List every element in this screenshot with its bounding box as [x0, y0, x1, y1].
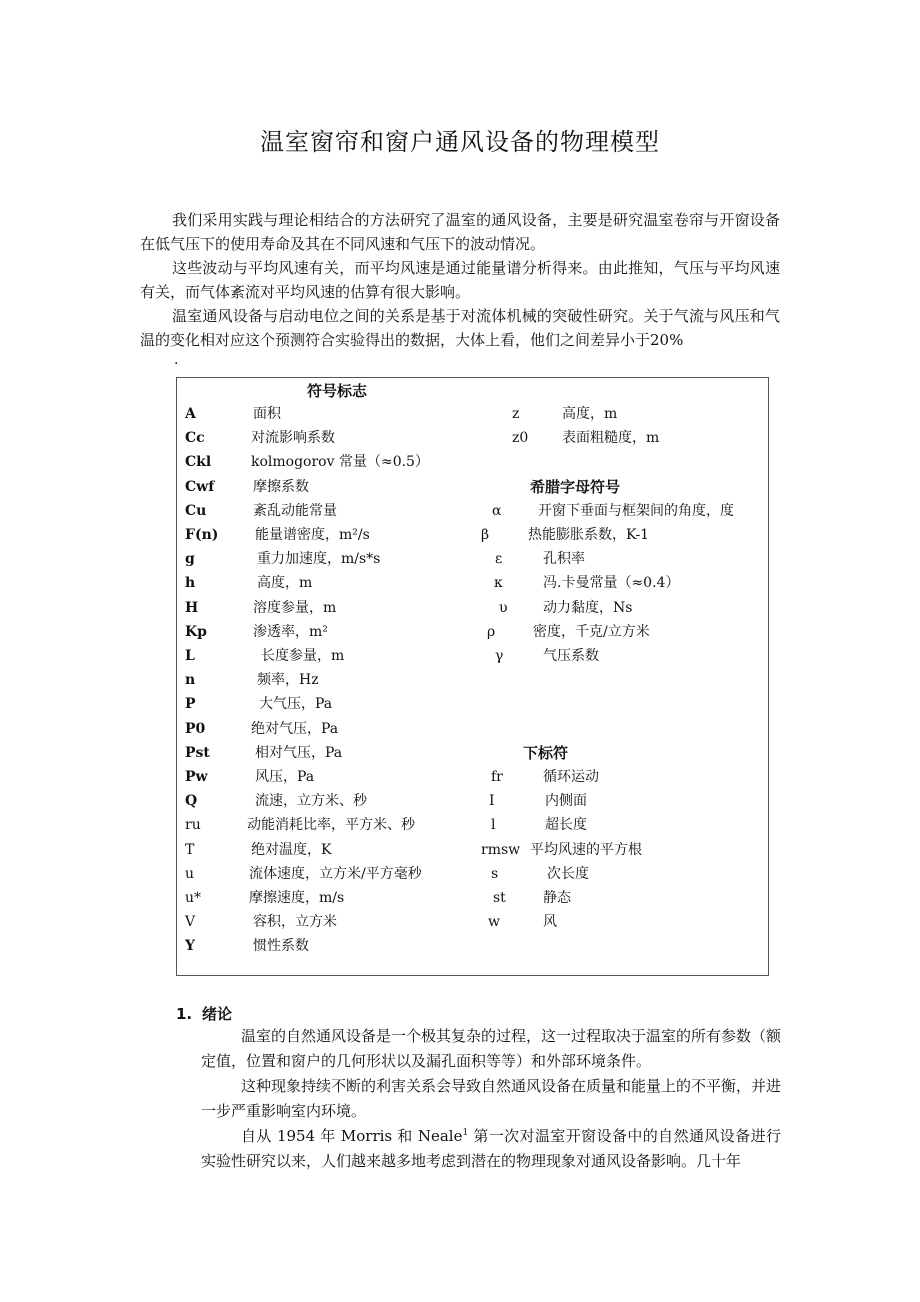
symbol-description: 面积 [253, 406, 281, 422]
symbol-description: 动力黏度，Ns [543, 599, 633, 616]
symbol-key: z [512, 406, 520, 422]
symbol-description: 摩擦速度，m/s [249, 890, 345, 906]
symbol-key: Pst [185, 744, 210, 761]
symbol-key: A [185, 406, 196, 422]
section-paragraph: 这种现象持续不断的利害关系会导致自然通风设备在质量和能量上的不平衡，并进一步严重影响室内环境。 [201, 1077, 782, 1120]
symbol-key: κ [494, 575, 503, 592]
document-title: 温室窗帘和窗户通风设备的物理模型 [260, 128, 660, 156]
symbol-description: 渗透率，m² [253, 623, 328, 640]
symbol-key: st [493, 890, 506, 906]
symbol-key: Cc [185, 430, 205, 447]
symbol-description: 孔积率 [543, 551, 585, 568]
symbol-key: T [185, 841, 195, 858]
section-body [201, 1024, 781, 1174]
symbol-description: 次长度 [547, 865, 589, 882]
symbol-key: H [185, 599, 199, 616]
symbol-description: kolmogorov 常量（≈0.5） [251, 454, 429, 471]
symbol-key: ru [185, 817, 201, 834]
symbol-description: 长度参量，m [261, 648, 345, 664]
symbol-description: 平均风速的平方根 [530, 841, 642, 858]
symbol-description: 风 [543, 914, 557, 931]
symbol-key: s [491, 865, 499, 882]
symbol-key: Y [185, 938, 195, 955]
trailing-dot: . [174, 352, 179, 368]
symbol-key: F(n) [185, 527, 219, 543]
symbol-description: 静态 [543, 890, 571, 906]
symbol-key: P [185, 696, 196, 713]
subscript-heading: 下标符 [523, 744, 569, 762]
symbol-key: n [185, 672, 196, 689]
symbol-key: g [185, 551, 195, 568]
symbol-description: 绝对温度，K [251, 841, 332, 858]
symbol-key: fr [491, 769, 503, 785]
section-title: 绪论 [202, 1005, 233, 1023]
section-paragraph: 温室的自然通风设备是一个极其复杂的过程，这一过程取决于温室的所有参数（额定值，位置和窗户的几何形状以及漏孔面积等等）和外部环境条件。 [201, 1027, 782, 1070]
intro-section [140, 208, 780, 352]
symbol-key: Cwf [185, 478, 215, 495]
symbols-heading: 符号标志 [307, 382, 368, 400]
symbol-description: 风压，Pa [255, 769, 315, 785]
symbol-description: 容积，立方米 [253, 914, 337, 931]
symbol-key: ρ [487, 623, 496, 640]
symbol-description: 高度，m [562, 406, 618, 422]
symbol-key: u* [185, 890, 202, 906]
intro-paragraph: 温室通风设备与启动电位之间的关系是基于对流体机械的突破性研究。关于气流与风压和气温的变化相对应这个预测符合实验得出的数据，大体上看，他们之间差异小于20% [140, 307, 780, 349]
symbol-key: l [491, 817, 496, 834]
intro-paragraph: 我们采用实践与理论相结合的方法研究了温室的通风设备，主要是研究温室卷帘与开窗设备在低气压下的使用寿命及其在不同风速和气压下的波动情况。 [140, 211, 780, 253]
symbol-key: P0 [185, 720, 206, 737]
symbol-description: 高度，m [257, 575, 313, 592]
symbol-key: rmsw [481, 841, 521, 858]
symbol-description: 热能膨胀系数，K-1 [528, 527, 650, 543]
symbol-description: 冯.卡曼常量（≈0.4） [543, 575, 680, 592]
symbol-description: 密度，千克/立方米 [533, 623, 650, 640]
symbol-description: 内侧面 [545, 793, 587, 810]
symbol-key: β [481, 527, 490, 543]
symbol-description: 摩擦系数 [253, 478, 309, 495]
symbol-key: γ [495, 648, 504, 664]
symbol-description: 动能消耗比率，平方米、秒 [247, 817, 415, 834]
paragraph-text: 第一次对温室开窗设备中的自然通风设备进行实验性研究以来，人们越来越多地考虑到潜在的物理现象对通风设备影响。几十年 [201, 1127, 781, 1170]
symbol-key: w [488, 914, 500, 931]
paragraph-text: 自从 1954 年 Morris 和 Neale [241, 1127, 463, 1145]
symbol-description: 重力加速度，m/s*s [257, 551, 381, 568]
section-number: 1. [176, 1005, 193, 1023]
intro-paragraph: 这些波动与平均风速有关，而平均风速是通过能量谱分析得来。由此推知，气压与平均风速有关，而气体紊流对平均风速的估算有很大影响。 [140, 259, 780, 301]
symbol-key: L [185, 648, 195, 664]
symbol-description: 流体速度，立方米/平方毫秒 [249, 865, 422, 882]
symbol-description: 相对气压，Pa [255, 744, 343, 761]
symbol-description: 气压系数 [543, 648, 599, 664]
symbol-description: 溶度参量，m [253, 599, 337, 616]
symbol-description: 频率，Hz [257, 672, 319, 689]
symbol-description: 惯性系数 [253, 938, 309, 955]
citation-superscript: 1 [462, 1128, 469, 1138]
symbol-key: α [492, 502, 502, 519]
symbol-table [176, 377, 769, 976]
symbol-key: u [185, 865, 195, 882]
symbol-key: z0 [512, 430, 529, 447]
symbol-description: 对流影响系数 [251, 430, 335, 447]
section-heading [176, 1003, 232, 1024]
symbol-description: 绝对气压，Pa [251, 720, 339, 737]
symbol-key: ε [495, 551, 503, 568]
symbol-key: Pw [185, 769, 208, 785]
symbol-key: V [185, 914, 196, 931]
symbol-description: 大气压，Pa [259, 696, 333, 713]
symbol-key: I [489, 793, 495, 810]
symbol-description: 开窗下垂面与框架间的角度，度 [538, 502, 734, 519]
symbol-key: Q [185, 793, 198, 810]
symbol-description: 能量谱密度，m²/s [255, 527, 370, 543]
symbol-key: Ckl [185, 454, 212, 471]
symbol-key: h [185, 575, 196, 592]
section-paragraph [201, 1124, 781, 1174]
symbol-description: 流速，立方米、秒 [255, 793, 367, 810]
symbol-key: υ [499, 599, 508, 616]
symbol-key: Kp [185, 623, 207, 640]
symbol-key: Cu [185, 502, 207, 519]
greek-heading: 希腊字母符号 [530, 478, 621, 496]
symbol-description: 超长度 [545, 817, 587, 834]
symbol-description: 循环运动 [543, 769, 599, 785]
symbol-description: 表面粗糙度，m [562, 430, 660, 447]
symbol-description: 紊乱动能常量 [253, 502, 337, 519]
